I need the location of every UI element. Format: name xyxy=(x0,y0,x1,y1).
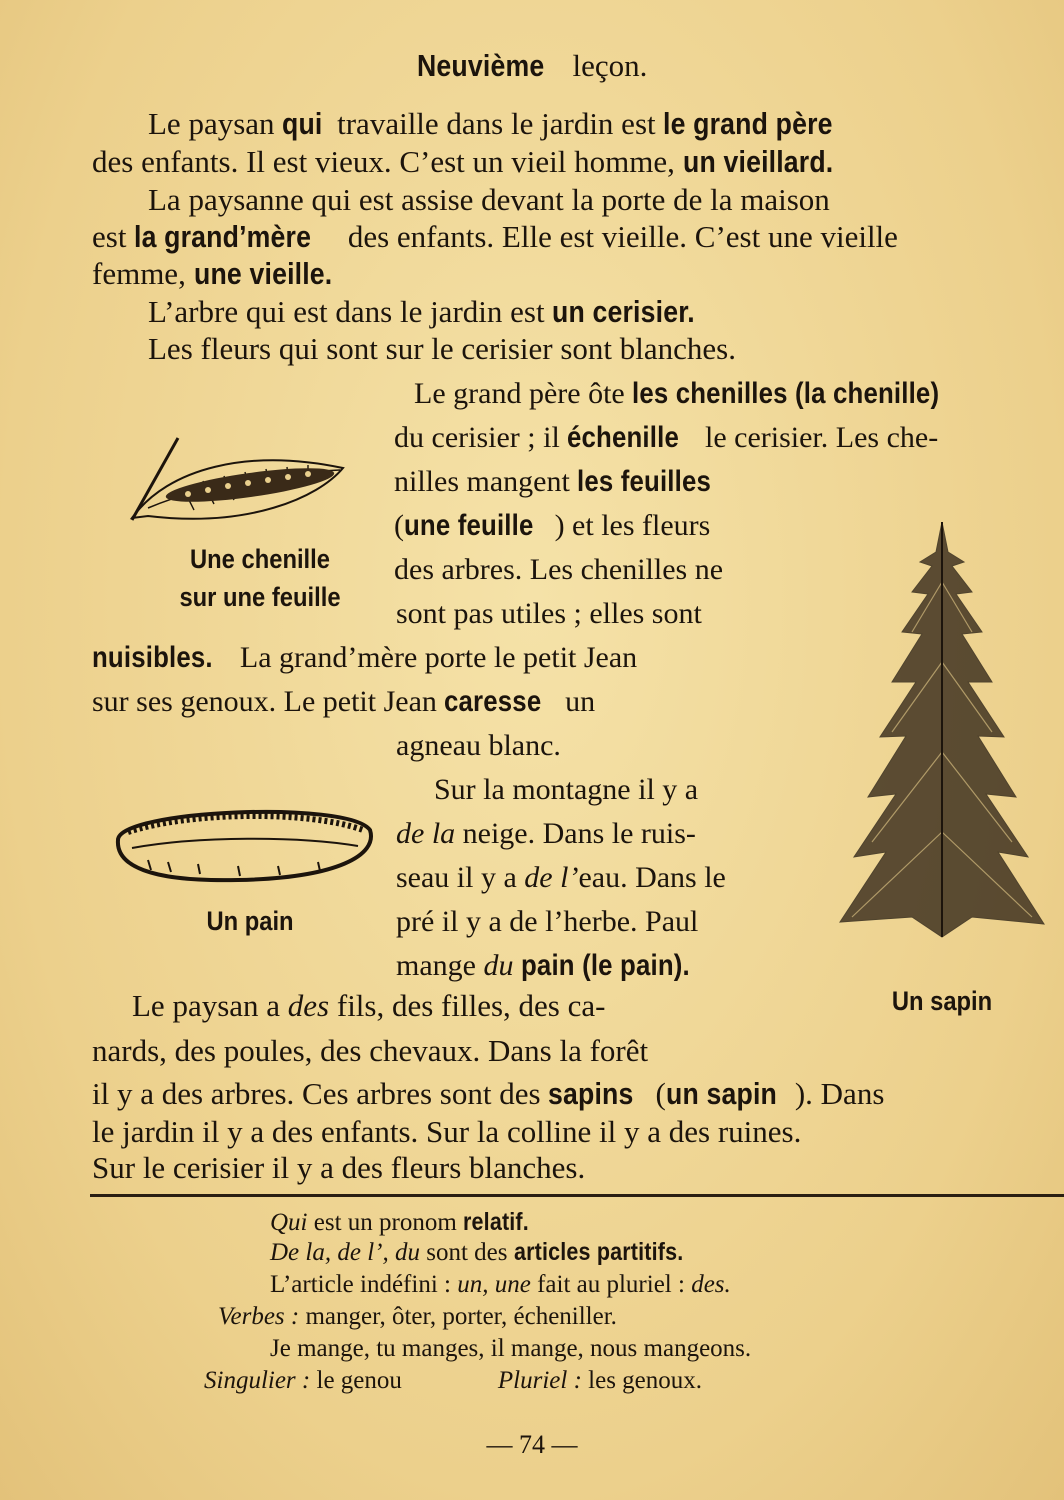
grammar-line3: L’article indéfini : un, une fait au pluriel : des. xyxy=(270,1271,731,1298)
p5-line5: des arbres. Les chenilles ne xyxy=(394,553,724,586)
grammar-line2: De la, de l’, du sont des articles partitifs. xyxy=(270,1238,684,1266)
caption-pain: Un pain xyxy=(206,906,294,936)
grammar-line6: Singulier : le genou Pluriel : les genoux. xyxy=(204,1367,703,1394)
caterpillar-on-leaf-illustration xyxy=(128,428,358,528)
heading-bold: Neuvième xyxy=(416,48,544,83)
p5-line6: sont pas utiles ; elles sont xyxy=(396,597,702,630)
p7-line2: nards, des poules, des chevaux. Dans la forêt xyxy=(92,1033,649,1068)
p3-line: L’arbre qui est dans le jardin est un cerisier. xyxy=(148,294,696,329)
p6-line5: mange du pain (le pain). xyxy=(396,949,690,982)
p5-line3: nilles mangent les feuilles xyxy=(394,465,712,498)
p2-line1: La paysanne qui est assise devant la porte de la maison xyxy=(148,182,830,217)
p7-line3: il y a des arbres. Ces arbres sont des sapins (un sapin ). Dans xyxy=(92,1076,885,1111)
p7-line4: le jardin il y a des enfants. Sur la colline il y a des ruines. xyxy=(92,1114,802,1149)
p5-line4: (une feuille ) et les fleurs xyxy=(394,509,711,542)
p5-line2: du cerisier ; il échenille le cerisier. Les che- xyxy=(394,421,939,454)
p5-line7: nuisibles. La grand’mère porte le petit Jean xyxy=(92,641,638,674)
grammar-line4: Verbes : manger, ôter, porter, écheniller. xyxy=(218,1303,617,1330)
p7-line1: Le paysan a des fils, des filles, des ca- xyxy=(132,988,606,1023)
heading-rest: leçon. xyxy=(564,48,648,83)
bread-loaf-illustration xyxy=(108,800,378,890)
grammar-line1: Qui est un pronom relatif. xyxy=(270,1208,529,1236)
p1-line1: Le paysan qui travaille dans le jardin est le grand père xyxy=(148,106,834,141)
caption-sapin: Un sapin xyxy=(891,986,993,1016)
p5-line9: agneau blanc. xyxy=(396,729,561,762)
page-number: — 74 — xyxy=(486,1430,578,1459)
p2-line3: femme, une vieille. xyxy=(92,256,332,291)
p6-line1: Sur la montagne il y a xyxy=(434,773,699,806)
grammar-line5: Je mange, tu manges, il mange, nous mangeons. xyxy=(270,1335,752,1362)
p4-line: Les fleurs qui sont sur le cerisier sont blanches. xyxy=(148,331,736,366)
p7-line5: Sur le cerisier il y a des fleurs blanches. xyxy=(92,1150,586,1185)
fir-tree-illustration xyxy=(832,522,1050,962)
caption-chenille: Une chenille sur une feuille xyxy=(179,544,341,612)
p1-line2: des enfants. Il est vieux. C’est un vieil homme, un vieillard. xyxy=(92,144,834,179)
p5-line1: Le grand père ôte les chenilles (la chenille) xyxy=(414,377,940,410)
p2-line2: est la grand’mère des enfants. Elle est vieille. C’est une vieille xyxy=(92,219,898,254)
lesson-heading xyxy=(0,48,1064,84)
p5-line8: sur ses genoux. Le petit Jean caresse un xyxy=(92,685,596,718)
p6-line3: seau il y a de l’eau. Dans le xyxy=(396,861,726,894)
separator-rule xyxy=(90,1194,1064,1197)
p6-line2: de la neige. Dans le ruis- xyxy=(396,817,696,850)
p6-line4: pré il y a de l’herbe. Paul xyxy=(396,905,699,938)
